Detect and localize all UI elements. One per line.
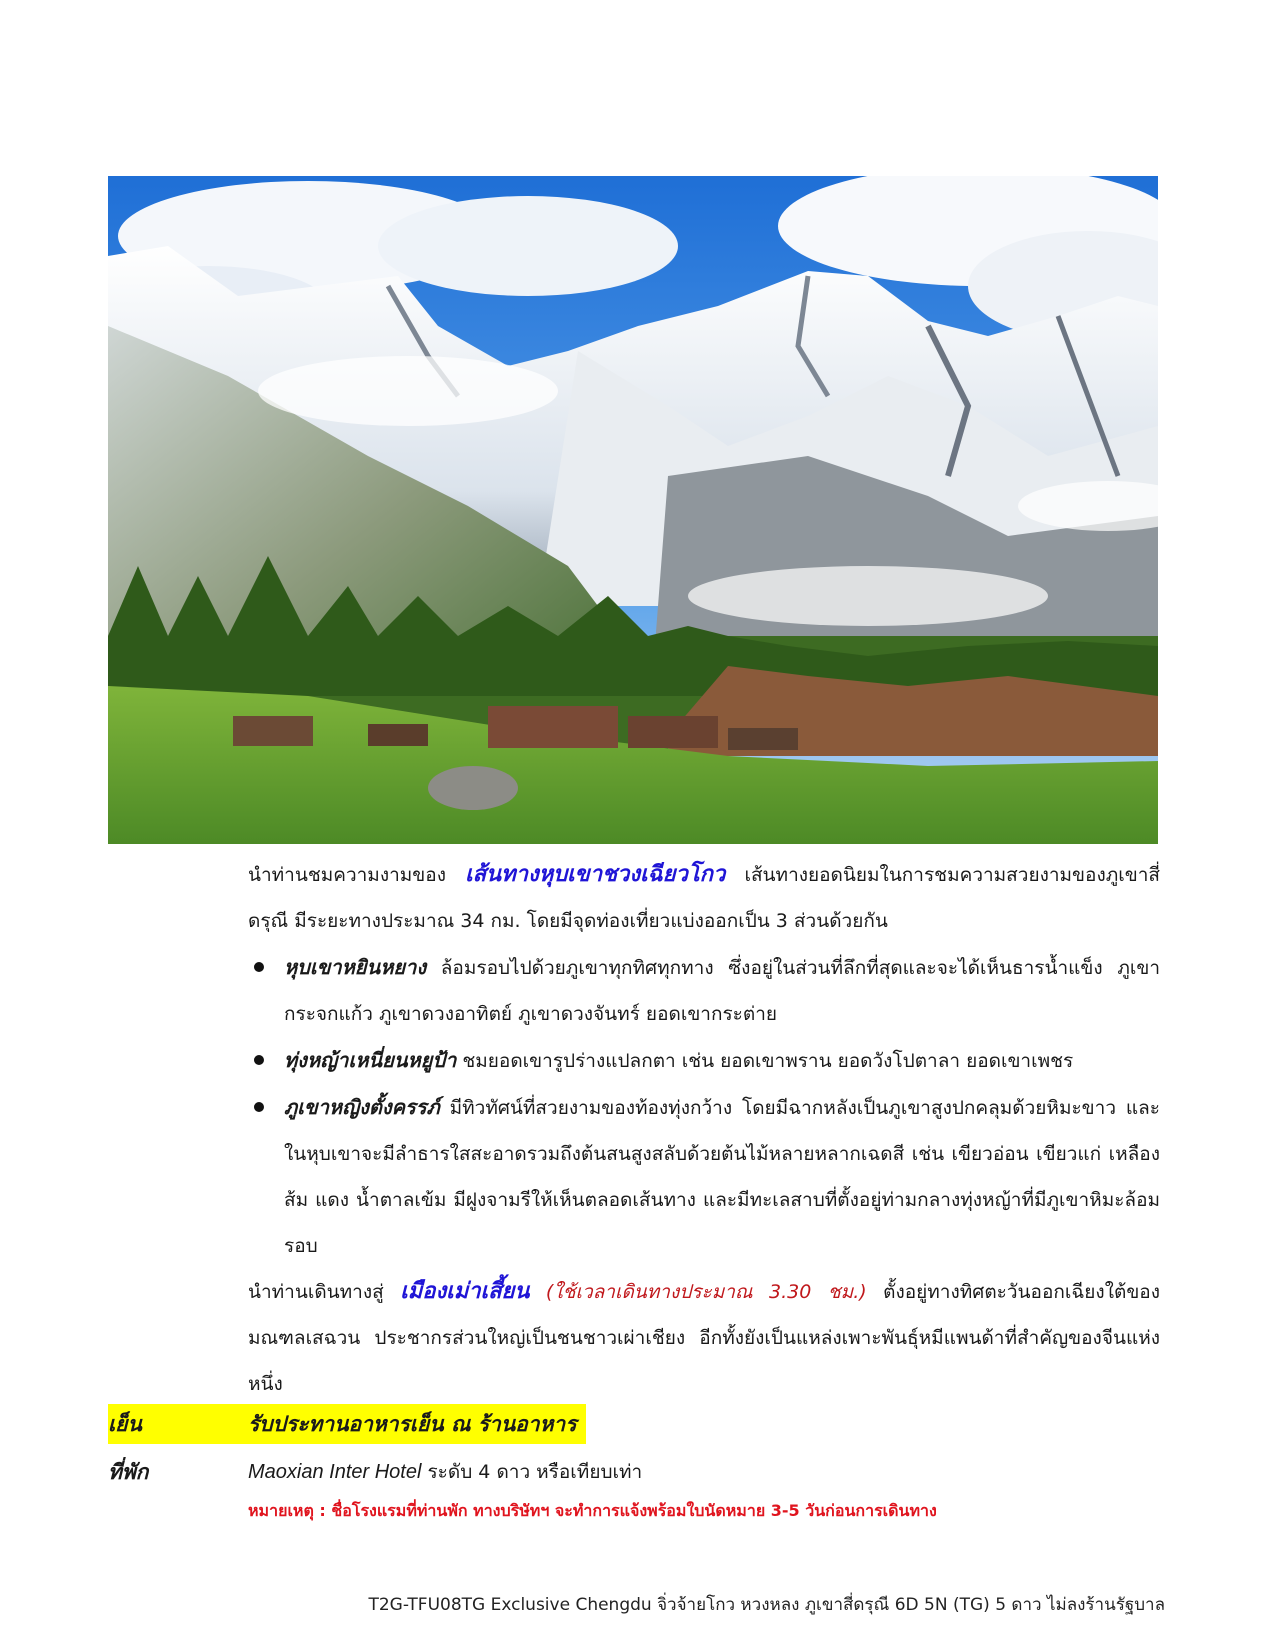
hotel-value [248, 1452, 642, 1492]
hotel-row [108, 1452, 1158, 1492]
list-item [248, 1084, 1160, 1269]
intro-paragraph [248, 852, 1160, 944]
list-item-text: ชมยอดเขารูปร่างแปลกตา เช่น ยอดเขาพราน ยอดวังโปตาลา ยอดเขาเพชร [456, 1050, 1074, 1072]
dinner-label: เย็น [108, 1412, 142, 1436]
travel-duration: (ใช้เวลาเดินทางประมาณ 3.30 ชม.) [529, 1281, 867, 1303]
bullet-icon [254, 962, 264, 972]
travel-text-end: ตั้งอยู่ทางทิศตะวันออกเฉียงใต้ของมณฑลเสฉวน ประชากรส่วนใหญ่เป็นชนชาวเผ่าเชียง อีกทั้งยังเป็นแหล่งเพาะพันธุ์หมีแพนด้าที่สำคัญของจีนแห่งหนึ่ง [248, 1281, 1160, 1395]
travel-paragraph [248, 1269, 1160, 1407]
intro-text-end: เส้นทางยอดนิยมในการชมความสวยงามของภูเขาสี่ดรุณี มีระยะทางประมาณ 34 กม. โดยมีจุดท่องเที่ยวแบ่งออกเป็น 3 ส่วนด้วยกัน [248, 864, 1160, 932]
list-item-text: ล้อมรอบไปด้วยภูเขาทุกทิศทุกทาง ซึ่งอยู่ในส่วนที่ลึกที่สุดและจะได้เห็นธารน้ำแข็ง ภูเขากระจกแก้ว ภูเขาดวงอาทิตย์ ภูเขาดวงจันทร์ ยอดเขากระต่าย [284, 957, 1160, 1025]
intro-highlight: เส้นทางหุบเขาชวงเฉียวโกว [465, 862, 726, 887]
list-item-title: ทุ่งหญ้าเหนี่ยนหยูป้า [284, 1048, 457, 1072]
hotel-label: ที่พัก [108, 1460, 149, 1484]
travel-highlight: เมืองเม่าเสี้ยน [400, 1279, 530, 1304]
mountain-landscape-illustration [108, 176, 1158, 844]
list-item [248, 1037, 1160, 1084]
list-item-title: หุบเขาหยินหยาง [284, 955, 427, 979]
intro-text-start: นำท่านชมความงามของ [248, 864, 466, 886]
dinner-row [108, 1404, 1158, 1444]
bullet-icon [254, 1055, 264, 1065]
bullet-icon [254, 1102, 264, 1112]
hotel-note: หมายเหตุ : ชื่อโรงแรมที่ท่านพัก ทางบริษัทฯ จะทำการแจ้งพร้อมใบนัดหมาย 3-5 วันก่อนการเดินทาง [248, 1501, 937, 1520]
attractions-list [248, 944, 1160, 1269]
hotel-name: Maoxian Inter Hotel [248, 1461, 422, 1483]
list-item [248, 944, 1160, 1037]
description-block [248, 852, 1160, 1407]
travel-text-start: นำท่านเดินทางสู่ [248, 1281, 401, 1303]
list-item-title: ภูเขาหญิงตั้งครรภ์ [284, 1095, 440, 1119]
dinner-text: รับประทานอาหารเย็น ณ ร้านอาหาร [248, 1412, 577, 1436]
list-item-text: มีทิวทัศน์ที่สวยงามของท้องทุ่งกว้าง โดยมีฉากหลังเป็นภูเขาสูงปกคลุมด้วยหิมะขาว และในหุบเขาจะมีลำธารใสสะอาดรวมถึงต้นสนสูงสลับด้วยต้นไม้หลายหลากเฉดสี เช่น เขียวอ่อน เขียวแก่ เหลืองส้ม แดง น้ำตาลเข้ม มีฝูงจามรีให้เห็นตลอดเส้นทาง และมีทะเลสาบที่ตั้งอยู่ท่ามกลางทุ่งหญ้าที่มีภูเขาหิมะล้อมรอบ [284, 1097, 1160, 1257]
page-footer: T2G-TFU08TG Exclusive Chengdu จิ่วจ้ายโกว หวงหลง ภูเขาสี่ดรุณี 6D 5N (TG) 5 ดาว ไม่ลงร้านรัฐบาล [368, 1595, 1165, 1615]
hotel-rating: ระดับ 4 ดาว หรือเทียบเท่า [421, 1461, 643, 1483]
mountain-landscape-photo [108, 176, 1158, 844]
